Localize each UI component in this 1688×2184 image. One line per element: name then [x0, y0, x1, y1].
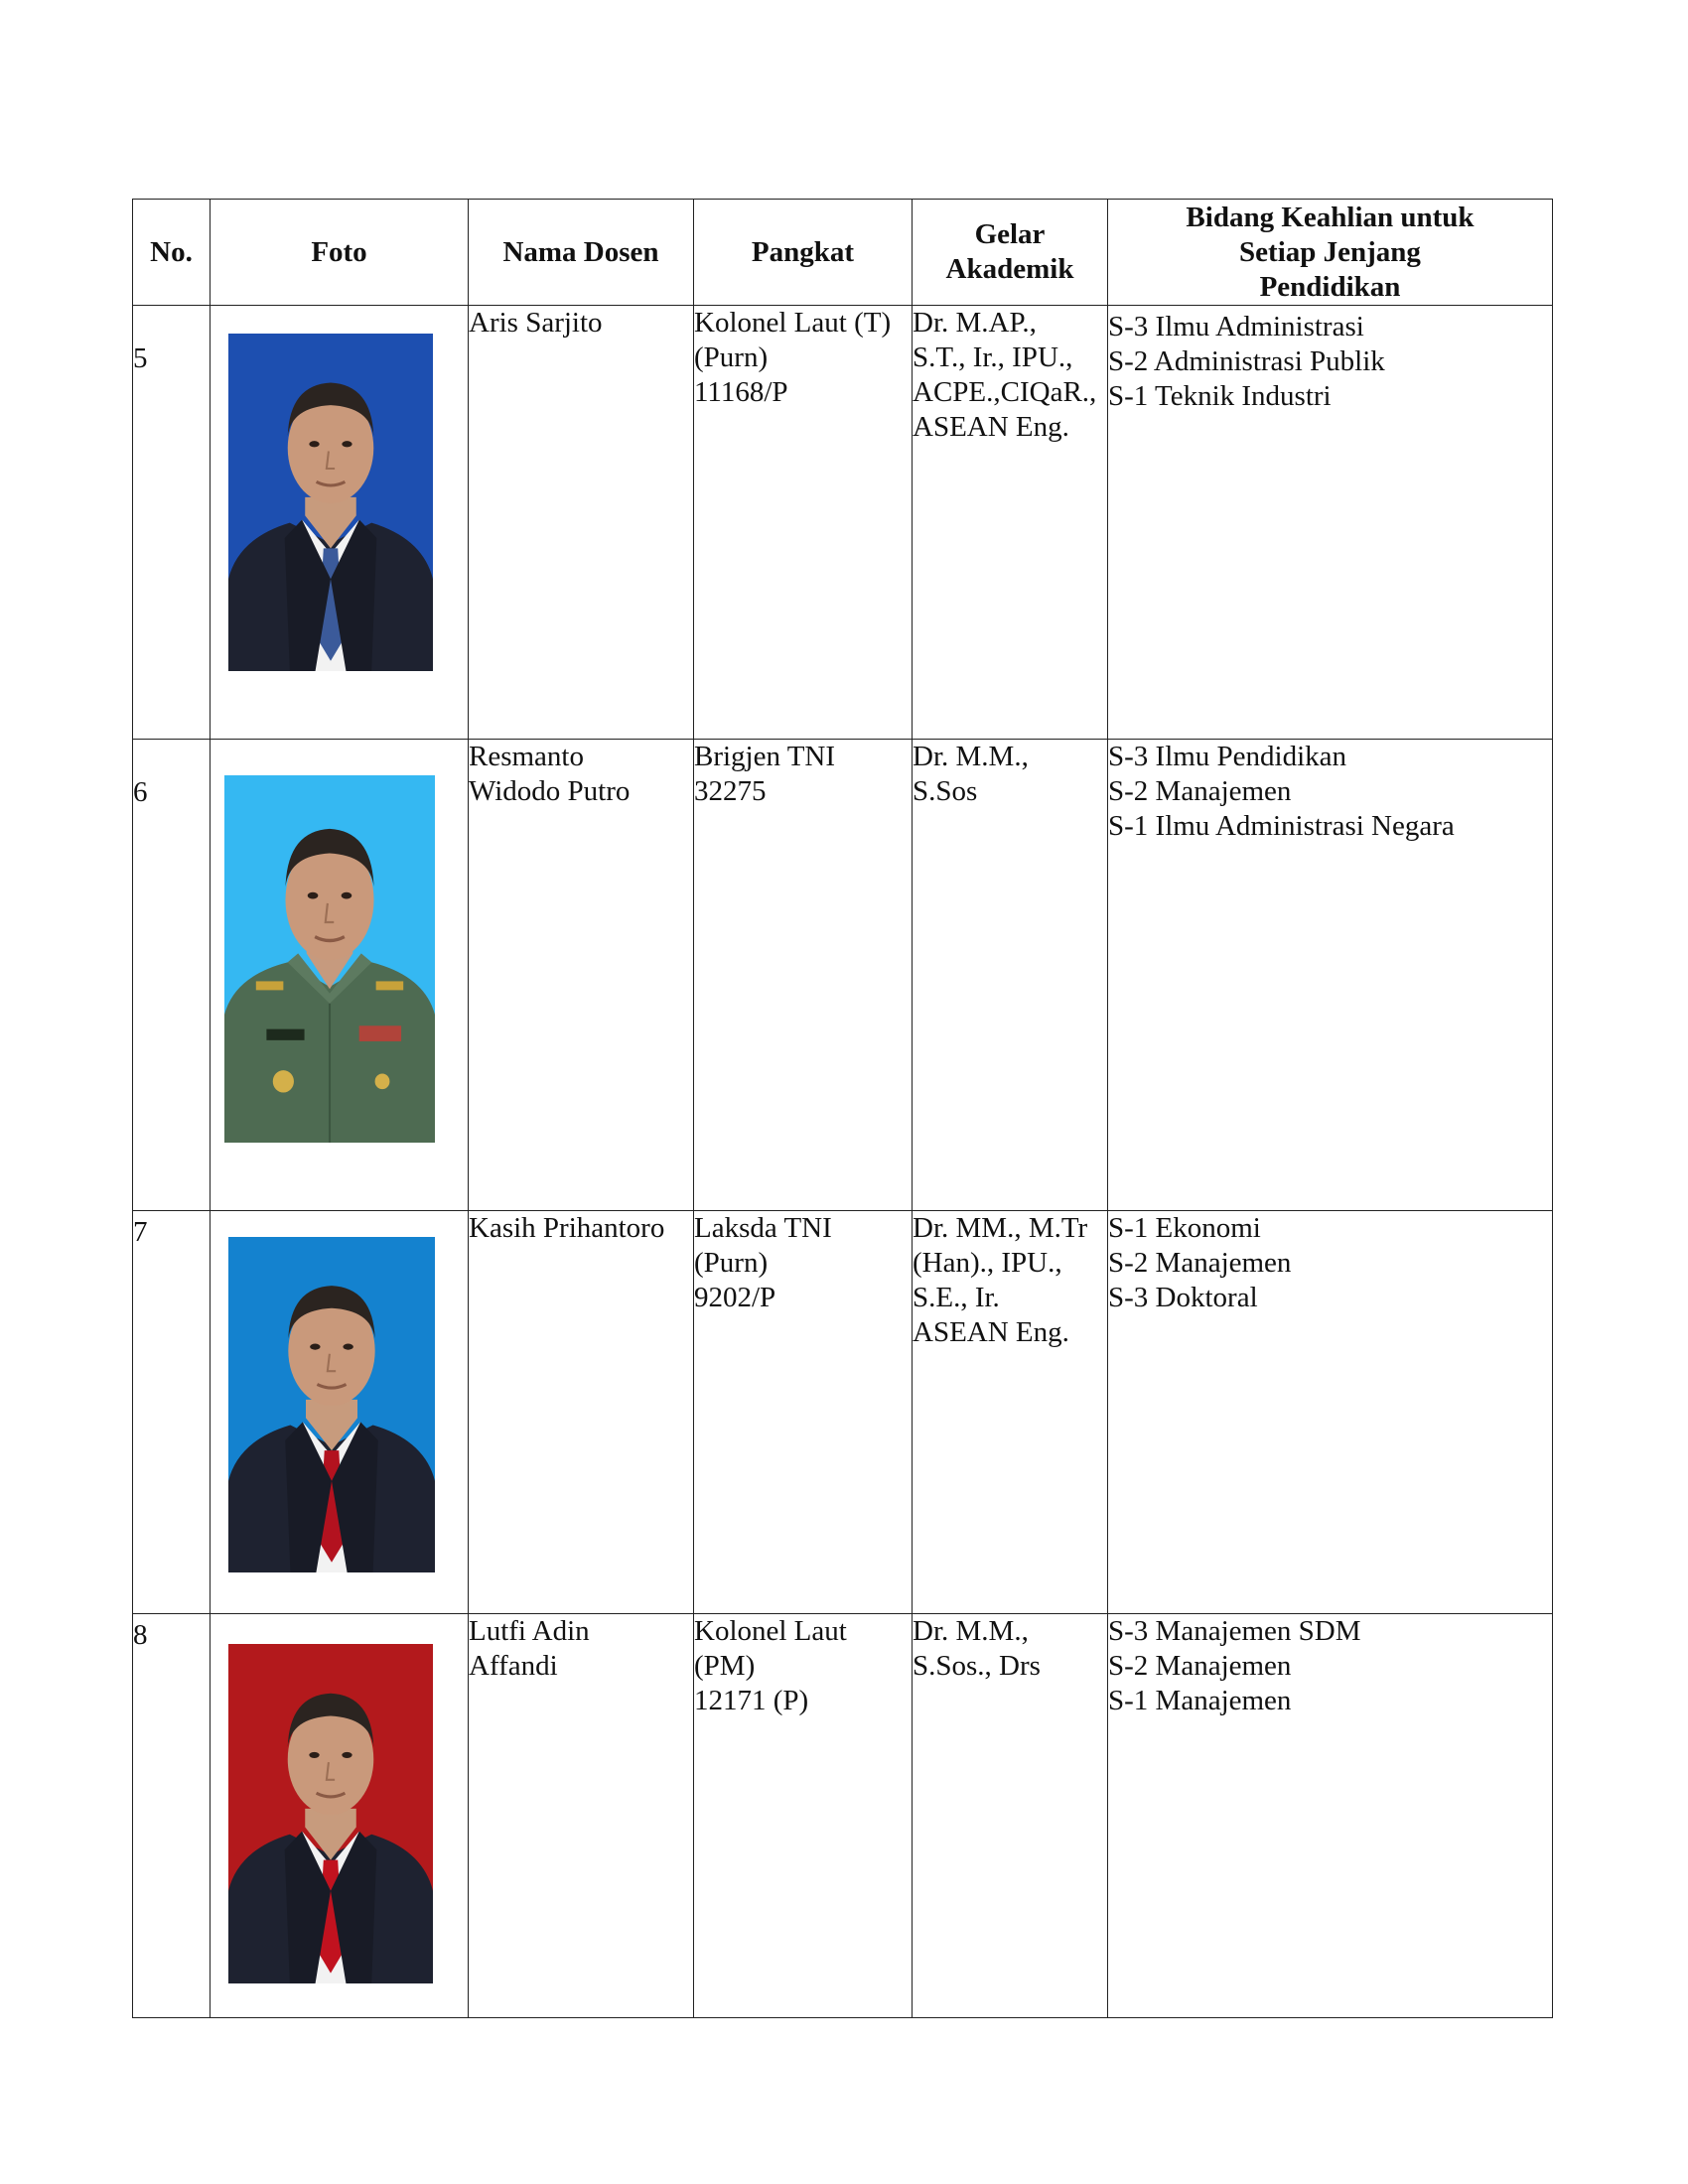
photo-cell [211, 306, 469, 740]
rank-line: (Purn) [694, 341, 769, 373]
rank-line: 12171 (P) [694, 1685, 809, 1716]
rank-line: Brigjen TNI [694, 741, 836, 772]
lecturer-rank [694, 1614, 913, 2018]
expertise-line: S-2 Manajemen [1108, 1247, 1292, 1279]
expertise-line: S-3 Doktoral [1108, 1282, 1258, 1313]
lecturer-degree [913, 740, 1108, 1211]
header-expertise-line: Pendidikan [1259, 270, 1401, 303]
expertise-line: S-1 Ilmu Administrasi Negara [1108, 810, 1455, 842]
expertise-line: S-2 Manajemen [1108, 775, 1292, 807]
degree-line: Dr. M.M., [913, 1615, 1029, 1647]
degree-line: Dr. MM., M.Tr [913, 1212, 1088, 1244]
header-name: Nama Dosen [469, 200, 694, 306]
header-expertise-line: Bidang Keahlian untuk [1186, 201, 1475, 233]
rank-line: Kolonel Laut (T) [694, 307, 892, 339]
table-header-row [133, 200, 1553, 306]
row-number: 8 [133, 1614, 211, 2018]
degree-line: Dr. M.M., [913, 741, 1029, 772]
row-number: 5 [133, 306, 211, 740]
lecturer-photo [228, 1644, 433, 1983]
header-degree-line: Gelar [974, 218, 1046, 250]
header-degree [913, 200, 1108, 306]
rank-line: (Purn) [694, 1247, 769, 1279]
lecturer-photo [228, 1237, 435, 1572]
name-line: Kasih Prihantoro [469, 1212, 665, 1244]
expertise-line: S-1 Manajemen [1108, 1685, 1292, 1716]
lecturer-name [469, 740, 694, 1211]
table-row [133, 1614, 1553, 2018]
expertise-line: S-2 Manajemen [1108, 1650, 1292, 1682]
degree-line: ASEAN Eng. [913, 1316, 1069, 1348]
degree-line: S.Sos., Drs [913, 1650, 1041, 1682]
degree-line: Dr. M.AP., [913, 307, 1037, 339]
lecturer-rank [694, 740, 913, 1211]
lecturer-name [469, 1614, 694, 2018]
lecturer-expertise [1108, 1614, 1553, 2018]
expertise-line: S-3 Ilmu Pendidikan [1108, 741, 1347, 772]
header-expertise-line: Setiap Jenjang [1239, 235, 1421, 268]
photo-cell [211, 1211, 469, 1614]
expertise-line: S-3 Manajemen SDM [1108, 1615, 1361, 1647]
photo-cell [211, 740, 469, 1211]
name-line: Affandi [469, 1650, 558, 1682]
lecturer-degree [913, 1614, 1108, 2018]
lecturer-table [132, 199, 1553, 2018]
name-line: Aris Sarjito [469, 307, 603, 339]
expertise-line: S-3 Ilmu Administrasi [1108, 311, 1364, 342]
lecturer-expertise [1108, 306, 1553, 740]
lecturer-name [469, 1211, 694, 1614]
row-number: 6 [133, 740, 211, 1211]
lecturer-photo [224, 775, 435, 1143]
degree-line: S.T., Ir., IPU., [913, 341, 1073, 373]
expertise-line: S-2 Administrasi Publik [1108, 345, 1385, 377]
name-line: Widodo Putro [469, 775, 631, 807]
row-number: 7 [133, 1211, 211, 1614]
lecturer-photo [228, 334, 433, 671]
lecturer-degree [913, 306, 1108, 740]
degree-line: ASEAN Eng. [913, 411, 1069, 443]
lecturer-expertise [1108, 740, 1553, 1211]
degree-line: ACPE.,CIQaR., [913, 376, 1097, 408]
degree-line: S.E., Ir. [913, 1282, 1000, 1313]
rank-line: Kolonel Laut [694, 1615, 847, 1647]
name-line: Lutfi Adin [469, 1615, 590, 1647]
table-row [133, 740, 1553, 1211]
header-expertise [1108, 200, 1553, 306]
expertise-line: S-1 Ekonomi [1108, 1212, 1261, 1244]
expertise-line: S-1 Teknik Industri [1108, 380, 1332, 412]
header-degree-line: Akademik [945, 253, 1074, 285]
lecturer-rank [694, 1211, 913, 1614]
degree-line: (Han)., IPU., [913, 1247, 1062, 1279]
table-row [133, 1211, 1553, 1614]
rank-line: 32275 [694, 775, 767, 807]
header-rank: Pangkat [694, 200, 913, 306]
lecturer-expertise [1108, 1211, 1553, 1614]
lecturer-degree [913, 1211, 1108, 1614]
degree-line: S.Sos [913, 775, 978, 807]
rank-line: 9202/P [694, 1282, 776, 1313]
header-photo: Foto [211, 200, 469, 306]
rank-line: 11168/P [694, 376, 788, 408]
rank-line: Laksda TNI [694, 1212, 832, 1244]
lecturer-name [469, 306, 694, 740]
photo-cell [211, 1614, 469, 2018]
table-row [133, 306, 1553, 740]
lecturer-rank [694, 306, 913, 740]
name-line: Resmanto [469, 741, 584, 772]
rank-line: (PM) [694, 1650, 756, 1682]
header-no: No. [133, 200, 211, 306]
